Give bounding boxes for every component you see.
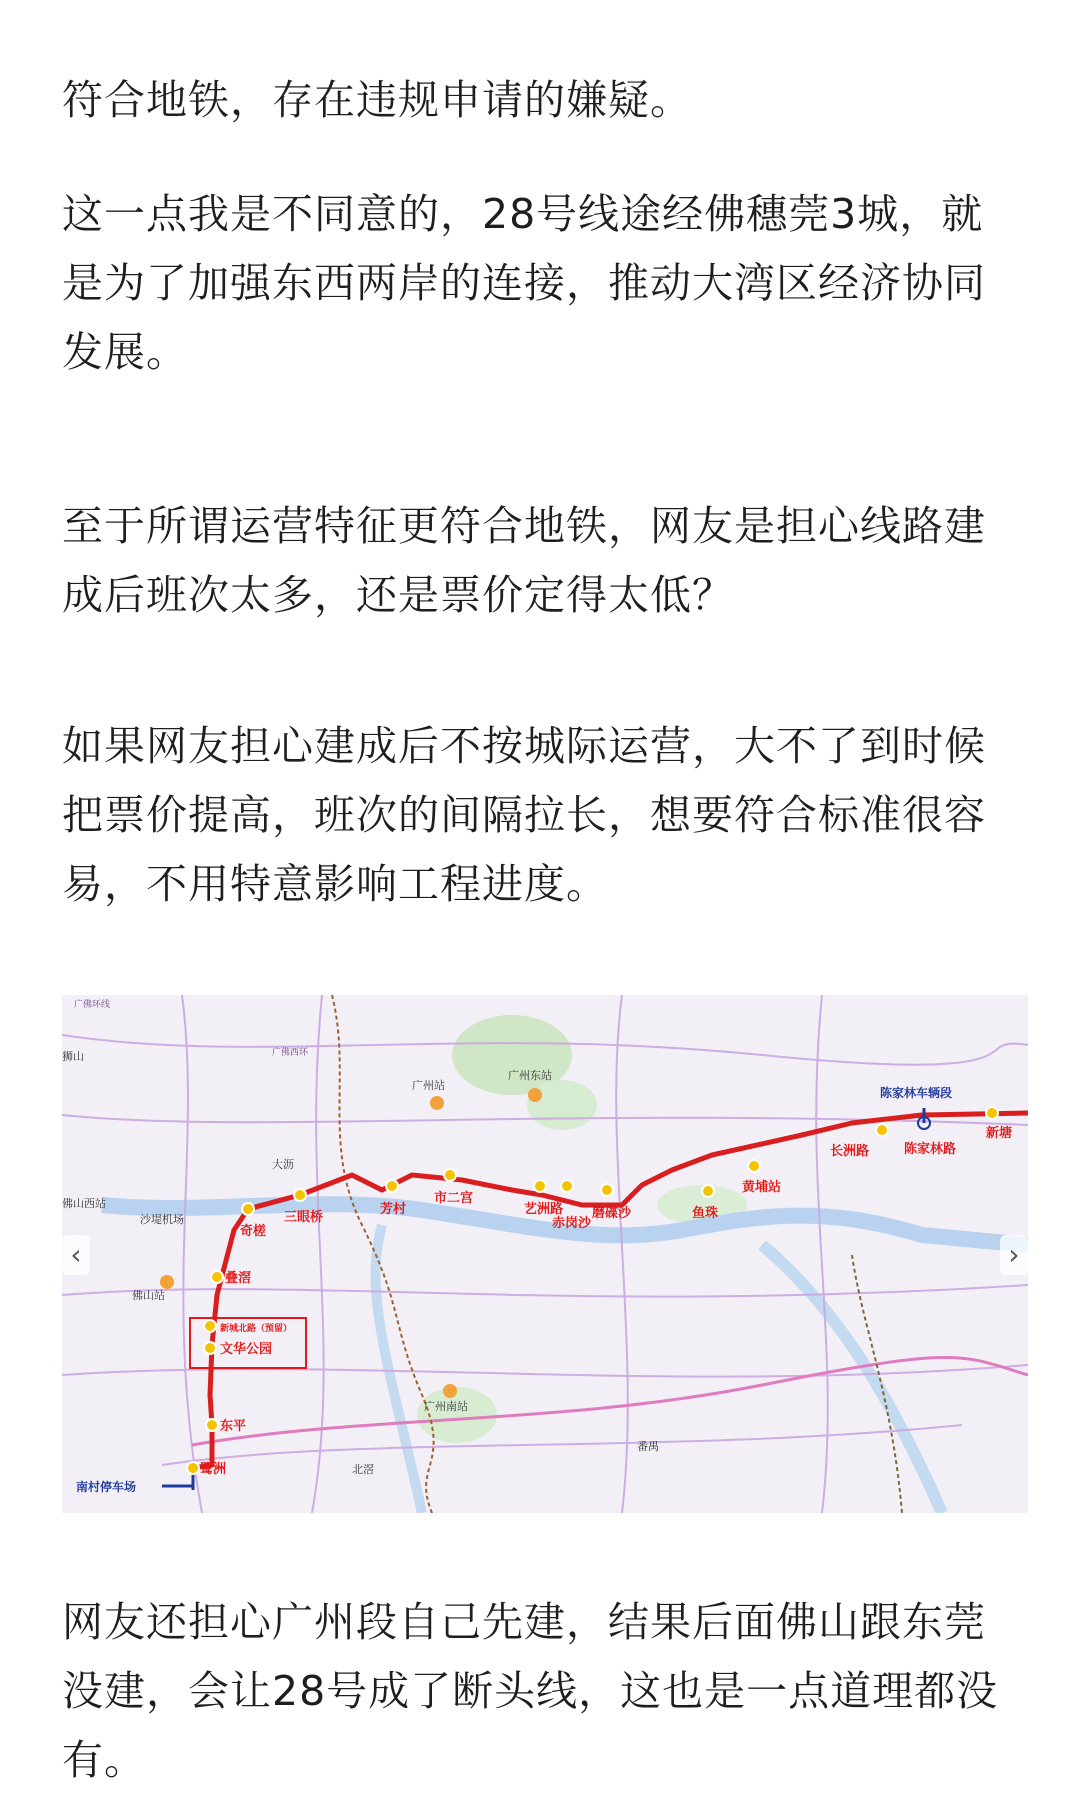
station-qicha: 奇槎 [240,1224,267,1239]
paragraph-2: 这一点我是不同意的，28号线途经佛穗莞3城，就是为了加强东西两岸的连接，推动大湾区经济协同发展。 [62,190,986,376]
next-image-button[interactable]: › [1000,1235,1028,1275]
place-lishan: 狮山 [62,1050,84,1063]
station-chigangsha: 赤岗沙 [552,1216,592,1231]
depot-nancun: 南村停车场 [76,1480,137,1494]
prev-image-button[interactable]: ‹ [62,1235,90,1275]
place-dali-top: 广佛西环 [272,1048,309,1058]
place-foshanxi: 佛山西站 [62,1197,106,1210]
station-wenhua-park: 文华公园 [220,1342,273,1357]
paragraph-3: 至于所谓运营特征更符合地铁，网友是担心线路建成后班次太多，还是票价定得太低？ [62,502,986,619]
place-ring: 广佛环线 [74,1000,111,1010]
paragraph-4: 如果网友担心建成后不按城际运营，大不了到时候把票价提高，班次的间隔拉长，想要符合标准很容易，不用特意影响工程进度。 [62,722,986,908]
station-changzhoulu: 长洲路 [830,1144,870,1159]
station-fangcun: 芳村 [380,1202,407,1217]
station-dongping: 东平 [220,1419,247,1434]
place-guangzhou-east: 广州东站 [508,1069,552,1082]
station-huangpu: 黄埔站 [742,1180,782,1195]
place-shajiao: 沙堤机场 [140,1213,184,1226]
station-diejiao: 叠滘 [225,1271,252,1286]
map-canvas [62,995,1028,1513]
station-sanyanqiao: 三眼桥 [284,1210,324,1225]
place-foshan-station: 佛山站 [132,1289,165,1302]
paragraph-5: 网友还担心广州段自己先建，结果后面佛山跟东莞没建，会让28号成了断头线，这也是一点道理都没有。 [62,1598,999,1784]
station-xinchengbei: 新城北路（预留） [220,1324,293,1334]
station-xintang: 新塘 [986,1126,1013,1141]
station-modiesha: 磨碟沙 [592,1206,632,1221]
station-yuzhu: 鱼珠 [692,1206,719,1221]
depot-chenjialin: 陈家林车辆段 [880,1086,953,1100]
station-shiergong: 市二宫 [434,1191,474,1206]
metro-line-map[interactable] [62,995,1028,1513]
place-guangzhou-station: 广州站 [412,1079,445,1092]
place-dali: 大沥 [272,1158,294,1171]
place-guangzhou-south: 广州南站 [424,1400,468,1413]
place-panyu: 番禺 [637,1440,659,1453]
place-beijiao: 北滘 [352,1463,374,1476]
station-chenjialin: 陈家林路 [904,1142,957,1157]
station-yizhoulu: 艺洲路 [524,1202,564,1217]
paragraph-1: 符合地铁，存在违规申请的嫌疑。 [62,76,692,124]
station-luzhou: 鹭洲 [200,1462,227,1477]
